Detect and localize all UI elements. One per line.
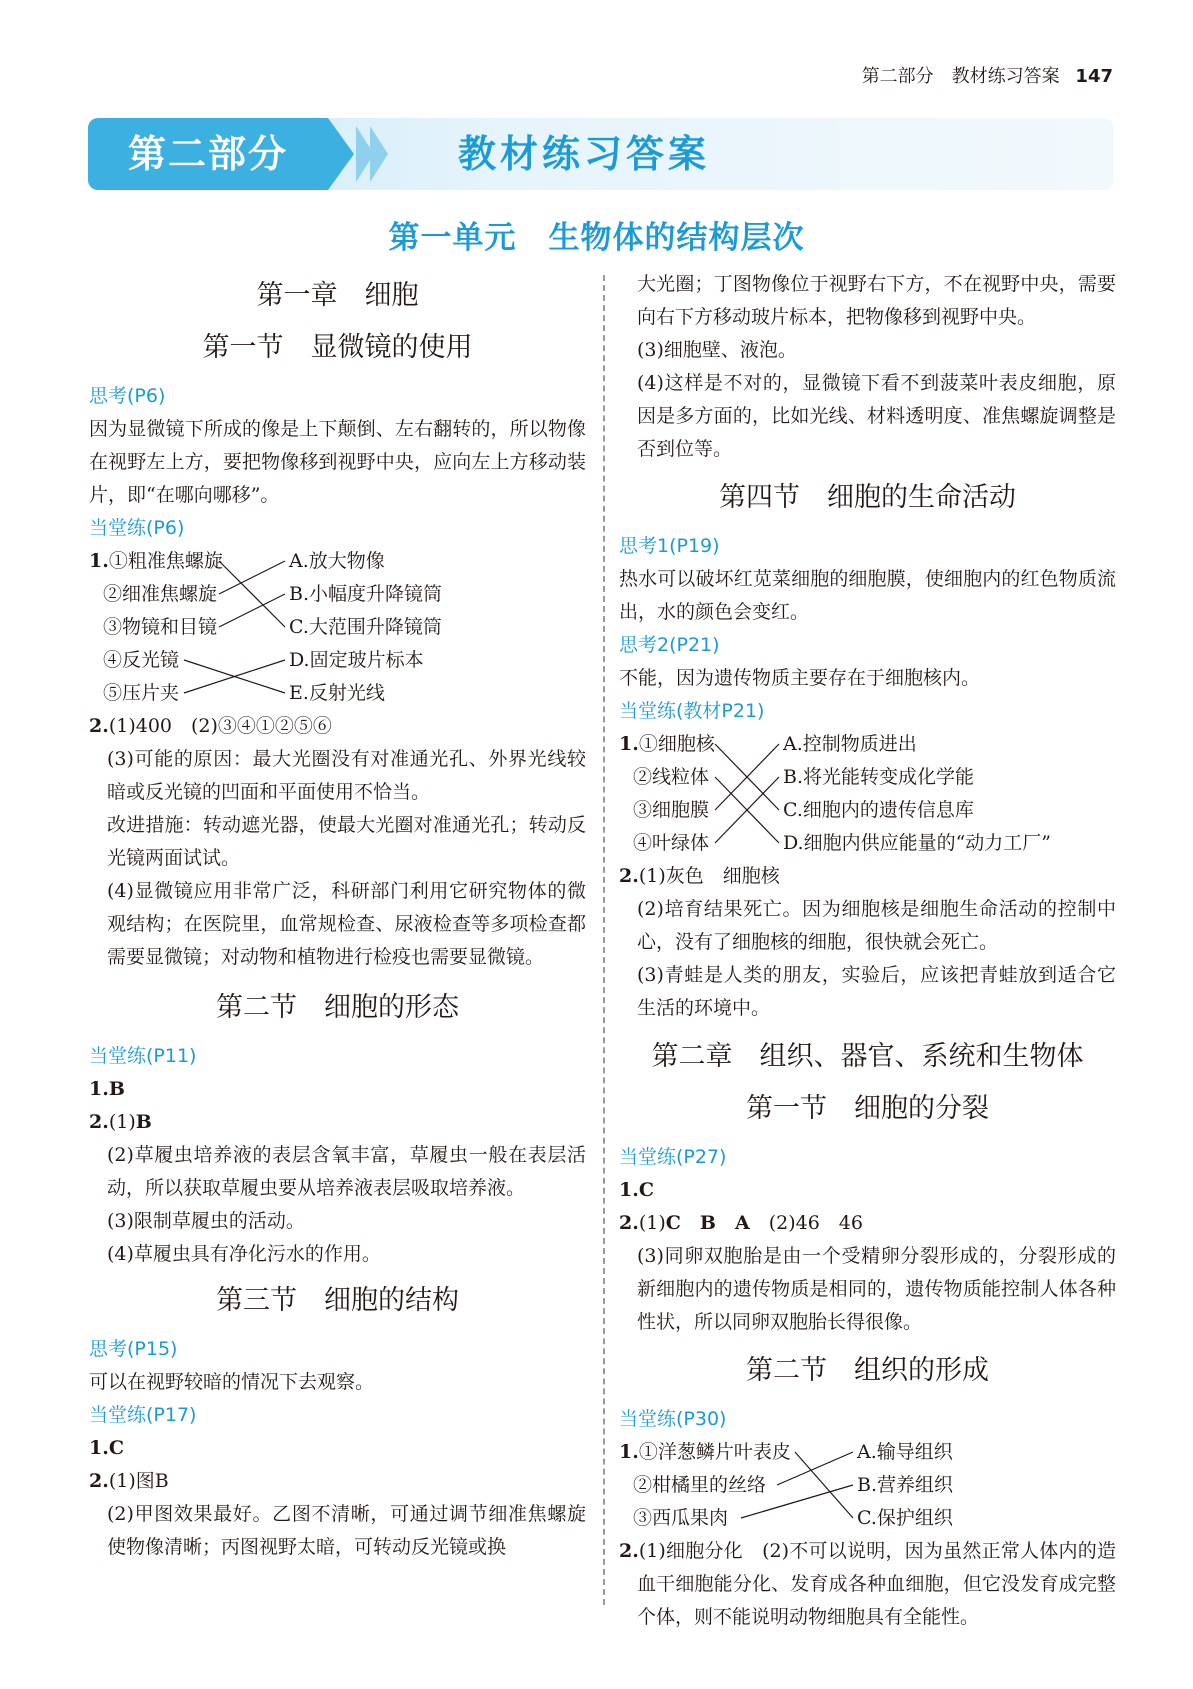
section-title: 第三节 细胞的结构 (216, 1285, 459, 1316)
match-right-item: C.大范围升降镜筒 (289, 616, 442, 638)
practice-label: 当堂练(P6) (89, 517, 185, 539)
match-left-item: ①粗准焦螺旋 (108, 550, 223, 572)
running-header (862, 62, 1113, 88)
answer-text: 改进措施：转动遮光器，使最大光圈对准通光孔；转动反光镜两面试试。 (107, 814, 586, 869)
question-number: 1. (89, 1437, 109, 1459)
chapter-title: 第二章 组织、器官、系统和生物体 (651, 1041, 1084, 1072)
match-left-item: ①细胞核 (638, 733, 715, 755)
match-left-item: ②线粒体 (633, 766, 710, 788)
page-number: 147 (1075, 66, 1113, 87)
match-left-item: ③细胞膜 (633, 799, 710, 821)
matching-diagram (619, 1436, 1116, 1535)
match-row (619, 761, 1116, 794)
match-right-item: B.营养组织 (857, 1474, 954, 1496)
answer-choice: C B A (665, 1212, 750, 1234)
match-left-item: ④反光镜 (103, 649, 180, 671)
think-label: 思考(P15) (89, 1338, 178, 1360)
match-right-item: A.放大物像 (289, 550, 385, 572)
answer-choice: C (108, 1437, 124, 1459)
banner-part-label: 第二部分 (88, 118, 328, 190)
answer-text: (2)草履虫培养液的表层含氧丰富，草履虫一般在表层活动，所以获取草履虫要从培养液表层吸取培养液。 (107, 1144, 586, 1199)
question-number: 2. (89, 1470, 109, 1492)
part-banner (88, 118, 1114, 190)
answer-item: 2.(1)B (89, 1111, 152, 1133)
answer-choice: B (135, 1111, 152, 1133)
section-title: 第二节 组织的形成 (746, 1355, 989, 1386)
answer-text: 可以在视野较暗的情况下去观察。 (89, 1371, 375, 1393)
chapter-title: 第一章 细胞 (256, 280, 419, 311)
match-row (619, 827, 1116, 860)
answer-choice: B (108, 1078, 125, 1100)
question-number: 1. (619, 1441, 639, 1463)
match-left-item: ③物镜和目镜 (103, 616, 218, 638)
answer-text: 不能，因为遗传物质主要存在于细胞核内。 (619, 667, 981, 689)
question-number: 1. (89, 550, 109, 572)
unit-title: 第一单元 生物体的结构层次 (388, 220, 805, 256)
match-row (89, 677, 586, 710)
match-row (89, 578, 586, 611)
right-column (619, 268, 1116, 1634)
answer-text: 大光圈；丁图物像位于视野右下方，不在视野中央，需要向右下方移动玻片标本，把物像移到视野中央。 (637, 273, 1116, 328)
answer-text: (4)显微镜应用非常广泛，科研部门利用它研究物体的微观结构；在医院里，血常规检查、尿液检查等多项检查都需要显微镜；对动物和植物进行检疫也需要显微镜。 (107, 880, 586, 968)
section-title: 第四节 细胞的生命活动 (719, 482, 1016, 513)
match-row (619, 1436, 1116, 1469)
left-column (89, 270, 586, 1564)
think-label: 思考(P6) (89, 385, 166, 407)
question-number: 2. (619, 1212, 639, 1234)
match-row (619, 794, 1116, 827)
answer-text: (3)同卵双胞胎是由一个受精卵分裂形成的，分裂形成的新细胞内的遗传物质是相同的，遗传物质能控制人体各种性状，所以同卵双胞胎长得很像。 (637, 1245, 1116, 1333)
answer-text: (2)甲图效果最好。乙图不清晰，可通过调节细准焦螺旋使物像清晰；丙图视野太暗，可转动反光镜或换 (107, 1503, 586, 1558)
match-right-item: A.输导组织 (857, 1441, 953, 1463)
chevron-right-icon (370, 126, 388, 182)
section-title: 第一节 显微镜的使用 (202, 332, 473, 363)
practice-label: 当堂练(P27) (619, 1146, 727, 1168)
practice-label: 当堂练(P11) (89, 1045, 197, 1067)
answer-item: 2.(1)细胞分化 (2)不可以说明，因为虽然正常人体内的造血干细胞能分化、发育成各种血细胞，但它没发育成完整个体，则不能说明动物细胞具有全能性。 (619, 1540, 1116, 1628)
match-row (89, 644, 586, 677)
answer-text: (2)培育结果死亡。因为细胞核是细胞生命活动的控制中心，没有了细胞核的细胞，很快就会死亡。 (637, 898, 1116, 953)
match-row (89, 545, 586, 578)
match-row (619, 1469, 1116, 1502)
answer-item: 2.(1)400 (2)③④①②⑤⑥ (89, 715, 332, 737)
match-left-item: ①洋葱鳞片叶表皮 (638, 1441, 791, 1463)
answer-item (619, 1174, 1116, 1207)
question-number: 2. (89, 1111, 109, 1133)
match-right-item: C.细胞内的遗传信息库 (783, 799, 974, 821)
answer-item: 2.(1)图B (89, 1470, 169, 1492)
match-right-item: A.控制物质进出 (783, 733, 917, 755)
practice-label: 当堂练(P30) (619, 1408, 727, 1430)
matching-diagram (619, 728, 1116, 860)
match-left-item: ③西瓜果肉 (633, 1507, 729, 1529)
match-row (619, 728, 1116, 761)
practice-label: 当堂练(教材P21) (619, 700, 765, 722)
answer-text: (4)草履虫具有净化污水的作用。 (107, 1243, 381, 1265)
match-right-item: D.固定玻片标本 (289, 649, 424, 671)
match-right-item: D.细胞内供应能量的“动力工厂” (783, 832, 1052, 854)
answer-text: (3)青蛙是人类的朋友，实验后，应该把青蛙放到适合它生活的环境中。 (637, 964, 1116, 1019)
question-number: 2. (89, 715, 109, 737)
answer-text: 热水可以破坏红苋菜细胞的细胞膜，使细胞内的红色物质流出，水的颜色会变红。 (619, 568, 1116, 623)
answer-text: (4)这样是不对的，显微镜下看不到菠菜叶表皮细胞，原因是多方面的，比如光线、材料透明度、准焦螺旋调整是否到位等。 (637, 372, 1116, 460)
answer-text: 因为显微镜下所成的像是上下颠倒、左右翻转的，所以物像在视野左上方，要把物像移到视野中央，应向左上方移动装片，即“在哪向哪移”。 (89, 418, 586, 506)
match-left-item: ④叶绿体 (633, 832, 710, 854)
answer-choice: C (638, 1179, 654, 1201)
answer-text: (3)限制草履虫的活动。 (107, 1210, 305, 1232)
header-section: 第二部分 教材练习答案 (861, 66, 1060, 87)
answer-item: 2.(1)C B A (2)46 46 (619, 1212, 863, 1234)
practice-label: 当堂练(P17) (89, 1404, 197, 1426)
question-number: 1. (89, 1078, 109, 1100)
answer-item (89, 1432, 586, 1465)
match-right-item: B.将光能转变成化学能 (783, 766, 975, 788)
answer-text: (3)可能的原因：最大光圈没有对准通光孔、外界光线较暗或反光镜的凹面和平面使用不恰当。 (107, 748, 586, 803)
question-number: 2. (619, 865, 639, 887)
match-left-item: ②细准焦螺旋 (103, 583, 218, 605)
question-number: 2. (619, 1540, 639, 1562)
match-row (89, 611, 586, 644)
column-divider (603, 275, 605, 1605)
answer-item: 2.(1)灰色 细胞核 (619, 865, 780, 887)
question-number: 1. (619, 1179, 639, 1201)
match-right-item: C.保护组织 (857, 1507, 953, 1529)
match-left-item: ②柑橘里的丝络 (633, 1474, 767, 1496)
think-label: 思考2(P21) (619, 634, 720, 656)
matching-diagram (89, 545, 586, 710)
answer-text: (3)细胞壁、液泡。 (637, 339, 797, 361)
banner-arrow-icon (328, 118, 354, 190)
banner-title: 教材练习答案 (458, 132, 711, 176)
think-label: 思考1(P19) (619, 535, 720, 557)
question-number: 1. (619, 733, 639, 755)
match-row (619, 1502, 1116, 1535)
match-right-item: E.反射光线 (289, 682, 385, 704)
match-right-item: B.小幅度升降镜筒 (289, 583, 443, 605)
section-title: 第二节 细胞的形态 (216, 992, 459, 1023)
answer-item (89, 1073, 586, 1106)
section-title: 第一节 细胞的分裂 (746, 1093, 989, 1124)
match-left-item: ⑤压片夹 (103, 682, 180, 704)
